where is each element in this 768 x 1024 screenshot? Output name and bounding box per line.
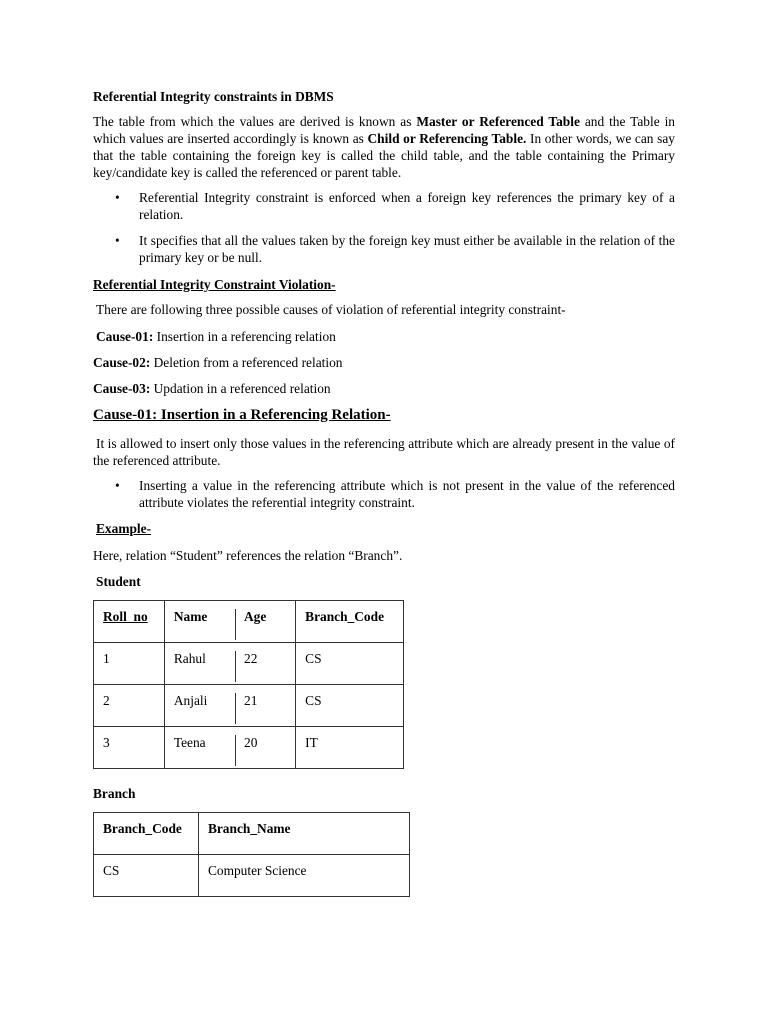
example-heading: Example- (96, 521, 152, 536)
table-header-cell: Branch_Code (94, 813, 199, 855)
cause-01-heading: Cause-01: Insertion in a Referencing Relation- (93, 407, 391, 423)
table-cell: Teena (164, 727, 235, 769)
table-header-row (94, 813, 410, 855)
list-item: • It specifies that all the values taken by the foreign key must either be available in the relation of the primary key or be null. (93, 232, 675, 266)
branch-table (93, 812, 410, 897)
cause-03-line: Cause-03: Updation in a referenced relation (93, 381, 331, 396)
table-header-cell: Roll_no (94, 601, 165, 643)
cause-01-paragraph: It is allowed to insert only those values in the referencing attribute which are already present in the value of the referenced attribute. (93, 436, 675, 468)
table-row (94, 643, 404, 685)
table-cell: 22 (235, 643, 296, 685)
table-header-cell: Branch_Name (198, 813, 409, 855)
table-header-cell: Branch_Code (296, 601, 404, 643)
violation-heading: Referential Integrity Constraint Violation- (93, 277, 336, 292)
table-cell: 1 (94, 643, 165, 685)
student-table-caption: Student (96, 574, 141, 589)
branch-table-caption: Branch (93, 786, 136, 801)
table-header-cell: Age (235, 601, 296, 643)
constraint-bullet-list (93, 189, 675, 266)
table-cell: Computer Science (198, 855, 409, 897)
insertion-bullet-list (93, 477, 675, 511)
document-title: Referential Integrity constraints in DBMS (93, 89, 334, 104)
list-item: • Referential Integrity constraint is enforced when a foreign key references the primary key of a relation. (93, 189, 675, 223)
table-cell: 2 (94, 685, 165, 727)
table-cell: 3 (94, 727, 165, 769)
table-row (94, 855, 410, 897)
cause-01-line: Cause-01: Insertion in a referencing relation (96, 329, 336, 344)
table-cell: IT (296, 727, 404, 769)
intro-paragraph: The table from which the values are derived is known as Master or Referenced Table and the Table in which values are inserted accordingly is known as Child or Referencing Table. In other words, we can say that the table containing the foreign key is called the child table, and the table containing the Primary key/candidate key is called the referenced or parent table. (93, 114, 675, 180)
cause-02-line: Cause-02: Deletion from a referenced relation (93, 355, 343, 370)
table-cell: 20 (235, 727, 296, 769)
table-cell: 21 (235, 685, 296, 727)
table-cell: CS (296, 643, 404, 685)
table-header-row (94, 601, 404, 643)
table-row (94, 685, 404, 727)
violation-intro: There are following three possible causes of violation of referential integrity constraint- (96, 302, 566, 317)
table-header-cell: Name (164, 601, 235, 643)
table-cell: Rahul (164, 643, 235, 685)
example-text: Here, relation “Student” references the relation “Branch”. (93, 548, 403, 563)
table-cell: Anjali (164, 685, 235, 727)
table-cell: CS (94, 855, 199, 897)
list-item: • Inserting a value in the referencing attribute which is not present in the value of the referenced attribute violates the referential integrity constraint. (93, 477, 675, 511)
student-table (93, 600, 404, 769)
table-row (94, 727, 404, 769)
table-cell: CS (296, 685, 404, 727)
